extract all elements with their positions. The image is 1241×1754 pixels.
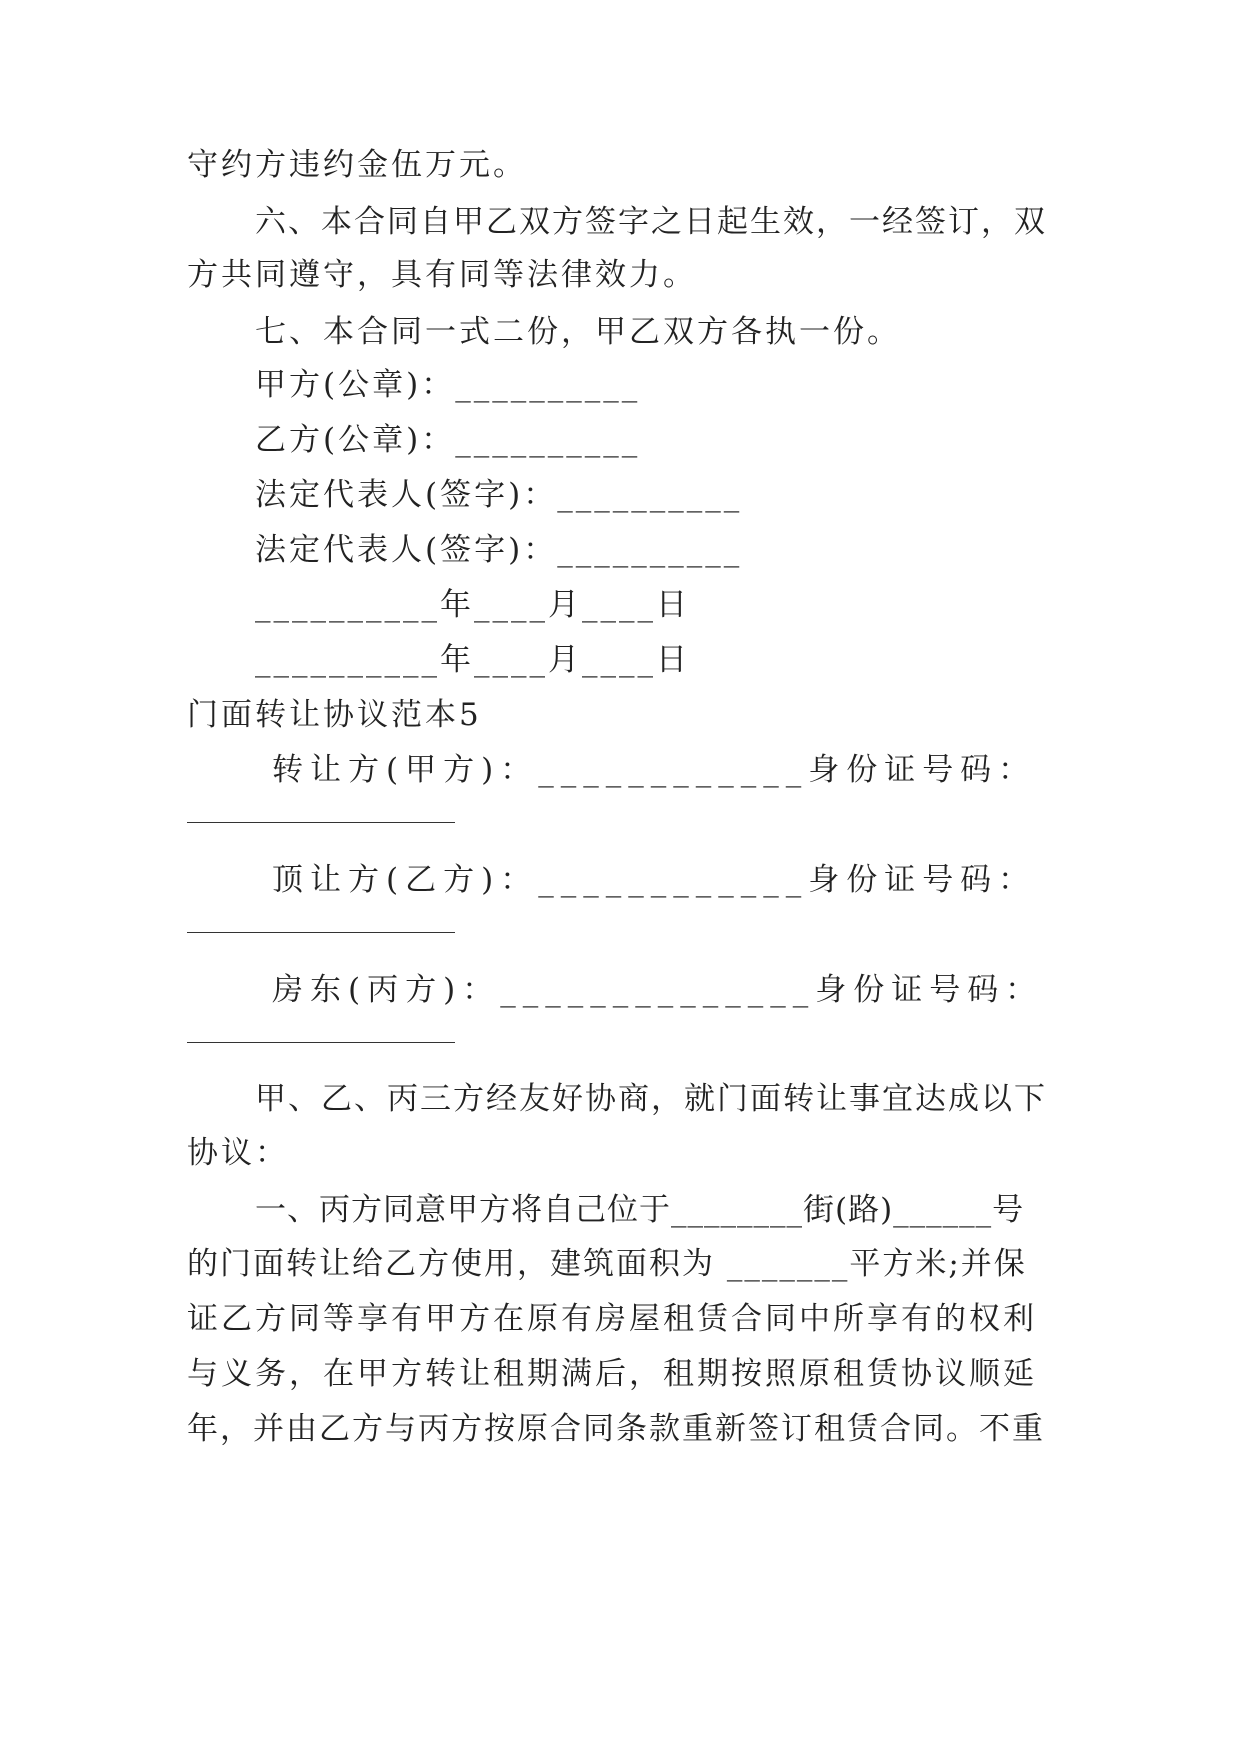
section-title: 门面转让协议范本5 — [187, 697, 482, 733]
signature-legal-rep-1: 法定代表人(签字)：__________ — [255, 477, 743, 513]
transferor-id-blank — [187, 822, 455, 823]
agreement-intro-line: 甲、乙、丙三方经友好协商，就门面转让事宜达成以下 — [255, 1081, 1047, 1117]
text-line: 证乙方同等享有甲方在原有房屋租赁合同中所享有的权利 — [187, 1301, 1037, 1337]
text-line: 的门面转让给乙方使用，建筑面积为 _______平方米;并保 — [187, 1246, 1027, 1282]
text-line: 协议： — [187, 1135, 289, 1171]
text-line: 守约方违约金伍万元。 — [187, 147, 527, 183]
text-line: 方共同遵守，具有同等法律效力。 — [187, 257, 697, 293]
date-line-2: __________年____月____日 — [255, 642, 690, 678]
landlord-id-blank — [187, 1042, 455, 1043]
transferee-id-blank — [187, 932, 455, 933]
date-line-1: __________年____月____日 — [255, 587, 690, 623]
transferor-line: 转让方(甲方)：____________身份证号码： — [272, 752, 1037, 788]
transferee-line: 顶让方(乙方)：____________身份证号码： — [272, 862, 1037, 898]
clause-one-line: 一、丙方同意甲方将自己位于________街(路)______号 — [255, 1192, 1025, 1228]
landlord-line: 房东(丙方)：______________身份证号码： — [272, 972, 1044, 1008]
signature-party-a: 甲方(公章)：__________ — [255, 367, 641, 403]
text-line: 与义务，在甲方转让租期满后，租期按照原租赁协议顺延 — [187, 1356, 1037, 1392]
text-line: 年，并由乙方与丙方按原合同条款重新签订租赁合同。不重 — [187, 1411, 1045, 1447]
signature-party-b: 乙方(公章)：__________ — [255, 422, 641, 458]
clause-seven-line: 七、本合同一式二份，甲乙双方各执一份。 — [255, 314, 901, 350]
signature-legal-rep-2: 法定代表人(签字)：__________ — [255, 532, 743, 568]
clause-six-line: 六、本合同自甲乙双方签字之日起生效，一经签订，双 — [255, 204, 1047, 240]
